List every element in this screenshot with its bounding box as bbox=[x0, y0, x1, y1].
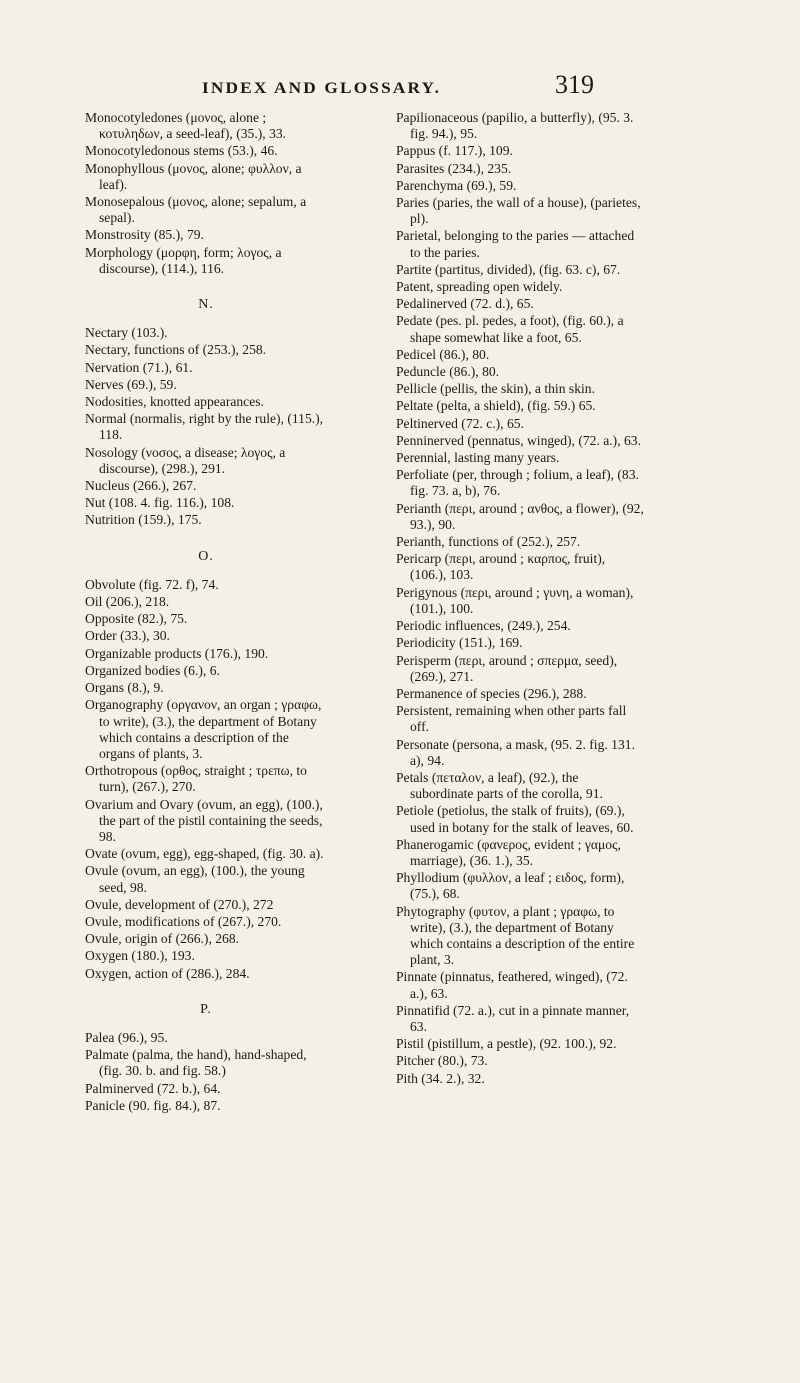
index-entry: Nutrition (159.), 175. bbox=[85, 512, 202, 528]
index-entry: Ovule, modifications of (267.), 270. bbox=[85, 913, 282, 929]
index-entry: Perianth (περι, around ; ανθος, a flower), (92, 93.), 90. bbox=[396, 500, 644, 532]
index-entry: Permanence of species (296.), 288. bbox=[396, 685, 587, 701]
index-entry: Perianth, functions of (252.), 257. bbox=[396, 534, 581, 550]
index-entry: Phanerogamic (φανερος, evident ; γαμος, marriage), (36. 1.), 35. bbox=[396, 836, 621, 868]
index-entry: Pappus (f. 117.), 109. bbox=[396, 143, 513, 159]
index-entry: Parietal, belonging to the paries — attached to the paries. bbox=[396, 228, 635, 260]
index-entry: Phytography (φυτον, a plant ; γραφω, to write), (3.), the department of Botany which contains a description of the entire plant, 3. bbox=[396, 903, 635, 968]
index-entry: Orthotropous (ορθος, straight ; τρεπω, to turn), (267.), 270. bbox=[85, 763, 307, 795]
index-entry: Monophyllous (μονος, alone; φυλλον, a leaf). bbox=[85, 160, 302, 192]
index-entry: Morphology (μορφη, form; λογος, a discourse), (114.), 116. bbox=[85, 244, 282, 276]
right-column bbox=[396, 110, 644, 1088]
index-entry: Pedalinerved (72. d.), 65. bbox=[396, 296, 534, 312]
index-entry: Nodosities, knotted appearances. bbox=[85, 394, 264, 410]
index-entry: Organs (8.), 9. bbox=[85, 680, 164, 696]
page-number: 319 bbox=[555, 70, 594, 99]
index-entry: Palminerved (72. b.), 64. bbox=[85, 1080, 221, 1096]
index-entry: Periodicity (151.), 169. bbox=[396, 635, 523, 651]
index-entry: Monocotyledones (μονος, alone ; κοτυληδων, a seed-leaf), (35.), 33. bbox=[85, 110, 287, 142]
index-entry: Nectary, functions of (253.), 258. bbox=[85, 342, 267, 358]
index-entry: Phyllodium (φυλλον, a leaf ; ειδος, form), (75.), 68. bbox=[396, 870, 625, 902]
index-entry: Perisperm (περι, around ; σπερμα, seed), (269.), 271. bbox=[396, 652, 618, 684]
index-entry: Oil (206.), 218. bbox=[85, 594, 170, 610]
index-entry: Order (33.), 30. bbox=[85, 628, 170, 644]
index-entry: Opposite (82.), 75. bbox=[85, 611, 188, 627]
entries-n bbox=[85, 325, 327, 528]
index-entry: Partite (partitus, divided), (fig. 63. c), 67. bbox=[396, 261, 621, 277]
index-entry: Pith (34. 2.), 32. bbox=[396, 1070, 485, 1086]
index-entry: Pedicel (86.), 80. bbox=[396, 346, 490, 362]
index-entry: Peltate (pelta, a shield), (fig. 59.) 65. bbox=[396, 398, 596, 414]
index-entry: Monocotyledonous stems (53.), 46. bbox=[85, 143, 278, 159]
index-entry: Penninerved (pennatus, winged), (72. a.), 63. bbox=[396, 432, 641, 448]
index-entry: Ovate (ovum, egg), egg-shaped, (fig. 30. a). bbox=[85, 846, 324, 862]
index-entry: Monstrosity (85.), 79. bbox=[85, 227, 204, 243]
index-entry: Pistil (pistillum, a pestle), (92. 100.), 92. bbox=[396, 1036, 617, 1052]
index-entry: Palmate (palma, the hand), hand-shaped, (fig. 30. b. and fig. 58.) bbox=[85, 1047, 307, 1079]
section-heading-n: N. bbox=[198, 297, 214, 313]
index-entry: Periodic influences, (249.), 254. bbox=[396, 618, 571, 634]
index-entry: Pitcher (80.), 73. bbox=[396, 1053, 488, 1069]
entries-o bbox=[85, 577, 327, 982]
index-entry: Nervation (71.), 61. bbox=[85, 359, 193, 375]
index-entry: Parenchyma (69.), 59. bbox=[396, 177, 517, 193]
index-entry: Petals (πεταλον, a leaf), (92.), the subordinate parts of the corolla, 91. bbox=[396, 769, 603, 802]
index-entry: Persistent, remaining when other parts fall off. bbox=[396, 703, 627, 735]
index-entry: Ovule, development of (270.), 272 bbox=[85, 896, 274, 912]
index-entry: Organized bodies (6.), 6. bbox=[85, 662, 220, 678]
index-entry: Organography (οργανον, an organ ; γραφω, to write), (3.), the department of Botany which contains a description of the organs of plants, 3. bbox=[85, 697, 322, 761]
index-entry: Patent, spreading open widely. bbox=[396, 279, 563, 295]
index-entry: Perfoliate (per, through ; folium, a leaf), (83. fig. 73. a, b), 76. bbox=[396, 467, 639, 499]
index-entry: Palea (96.), 95. bbox=[85, 1029, 168, 1045]
index-entry: Petiole (petiolus, the stalk of fruits), (69.), used in botany for the stalk of leaves, 60. bbox=[396, 803, 634, 835]
index-entry: Oxygen, action of (286.), 284. bbox=[85, 965, 250, 981]
running-head: INDEX AND GLOSSARY. bbox=[202, 80, 442, 97]
index-entry: Personate (persona, a mask, (95. 2. fig. 131. a), 94. bbox=[396, 736, 635, 768]
index-entry: Ovule, origin of (266.), 268. bbox=[85, 931, 240, 947]
index-entry: Nectary (103.). bbox=[85, 325, 168, 341]
section-heading-o: O. bbox=[198, 548, 214, 564]
index-entry: Pedate (pes. pl. pedes, a foot), (fig. 60.), a shape somewhat like a foot, 65. bbox=[396, 313, 624, 345]
index-entry: Oxygen (180.), 193. bbox=[85, 948, 195, 964]
index-entry: Pinnate (pinnatus, feathered, winged), (72. a.), 63. bbox=[396, 969, 628, 1001]
page-header bbox=[0, 70, 800, 108]
index-entry: Nosology (νοσος, a disease; λογος, a discourse), (298.), 291. bbox=[85, 444, 286, 476]
index-entry: Papilionaceous (papilio, a butterfly), (95. 3. fig. 94.), 95. bbox=[396, 110, 634, 142]
index-entry: Parasites (234.), 235. bbox=[396, 160, 512, 176]
index-entry: Normal (normalis, right by the rule), (115.), 118. bbox=[85, 411, 324, 443]
index-entry: Organizable products (176.), 190. bbox=[85, 645, 269, 661]
index-entry: Pellicle (pellis, the skin), a thin skin. bbox=[396, 381, 595, 397]
left-column bbox=[85, 110, 327, 1115]
index-entry: Peltinerved (72. c.), 65. bbox=[396, 415, 524, 431]
index-entry: Panicle (90. fig. 84.), 87. bbox=[85, 1097, 221, 1113]
index-entry: Peduncle (86.), 80. bbox=[396, 364, 500, 380]
index-entry: Pericarp (περι, around ; καρπος, fruit), (106.), 103. bbox=[396, 551, 606, 583]
section-heading-p: P. bbox=[200, 1001, 212, 1017]
index-entry: Obvolute (fig. 72. f), 74. bbox=[85, 576, 219, 592]
index-entry: Nerves (69.), 59. bbox=[85, 376, 177, 392]
index-entry: Pinnatifid (72. a.), cut in a pinnate manner, 63. bbox=[396, 1002, 630, 1034]
index-entry: Paries (paries, the wall of a house), (parietes, pl). bbox=[396, 195, 641, 227]
index-entry: Nut (108. 4. fig. 116.), 108. bbox=[85, 495, 235, 511]
index-entry: Ovarium and Ovary (ovum, an egg), (100.), the part of the pistil containing the seeds, 98. bbox=[85, 796, 323, 844]
index-entry: Nucleus (266.), 267. bbox=[85, 478, 197, 494]
index-entry: Perennial, lasting many years. bbox=[396, 450, 560, 466]
entries-p bbox=[85, 1030, 327, 1114]
entries-m bbox=[85, 110, 327, 277]
index-entry: Ovule (ovum, an egg), (100.), the young seed, 98. bbox=[85, 863, 305, 895]
index-entry: Perigynous (περι, around ; γυνη, a woman), (101.), 100. bbox=[396, 584, 634, 616]
index-entry: Monosepalous (μονος, alone; sepalum, a sepal). bbox=[85, 194, 307, 226]
